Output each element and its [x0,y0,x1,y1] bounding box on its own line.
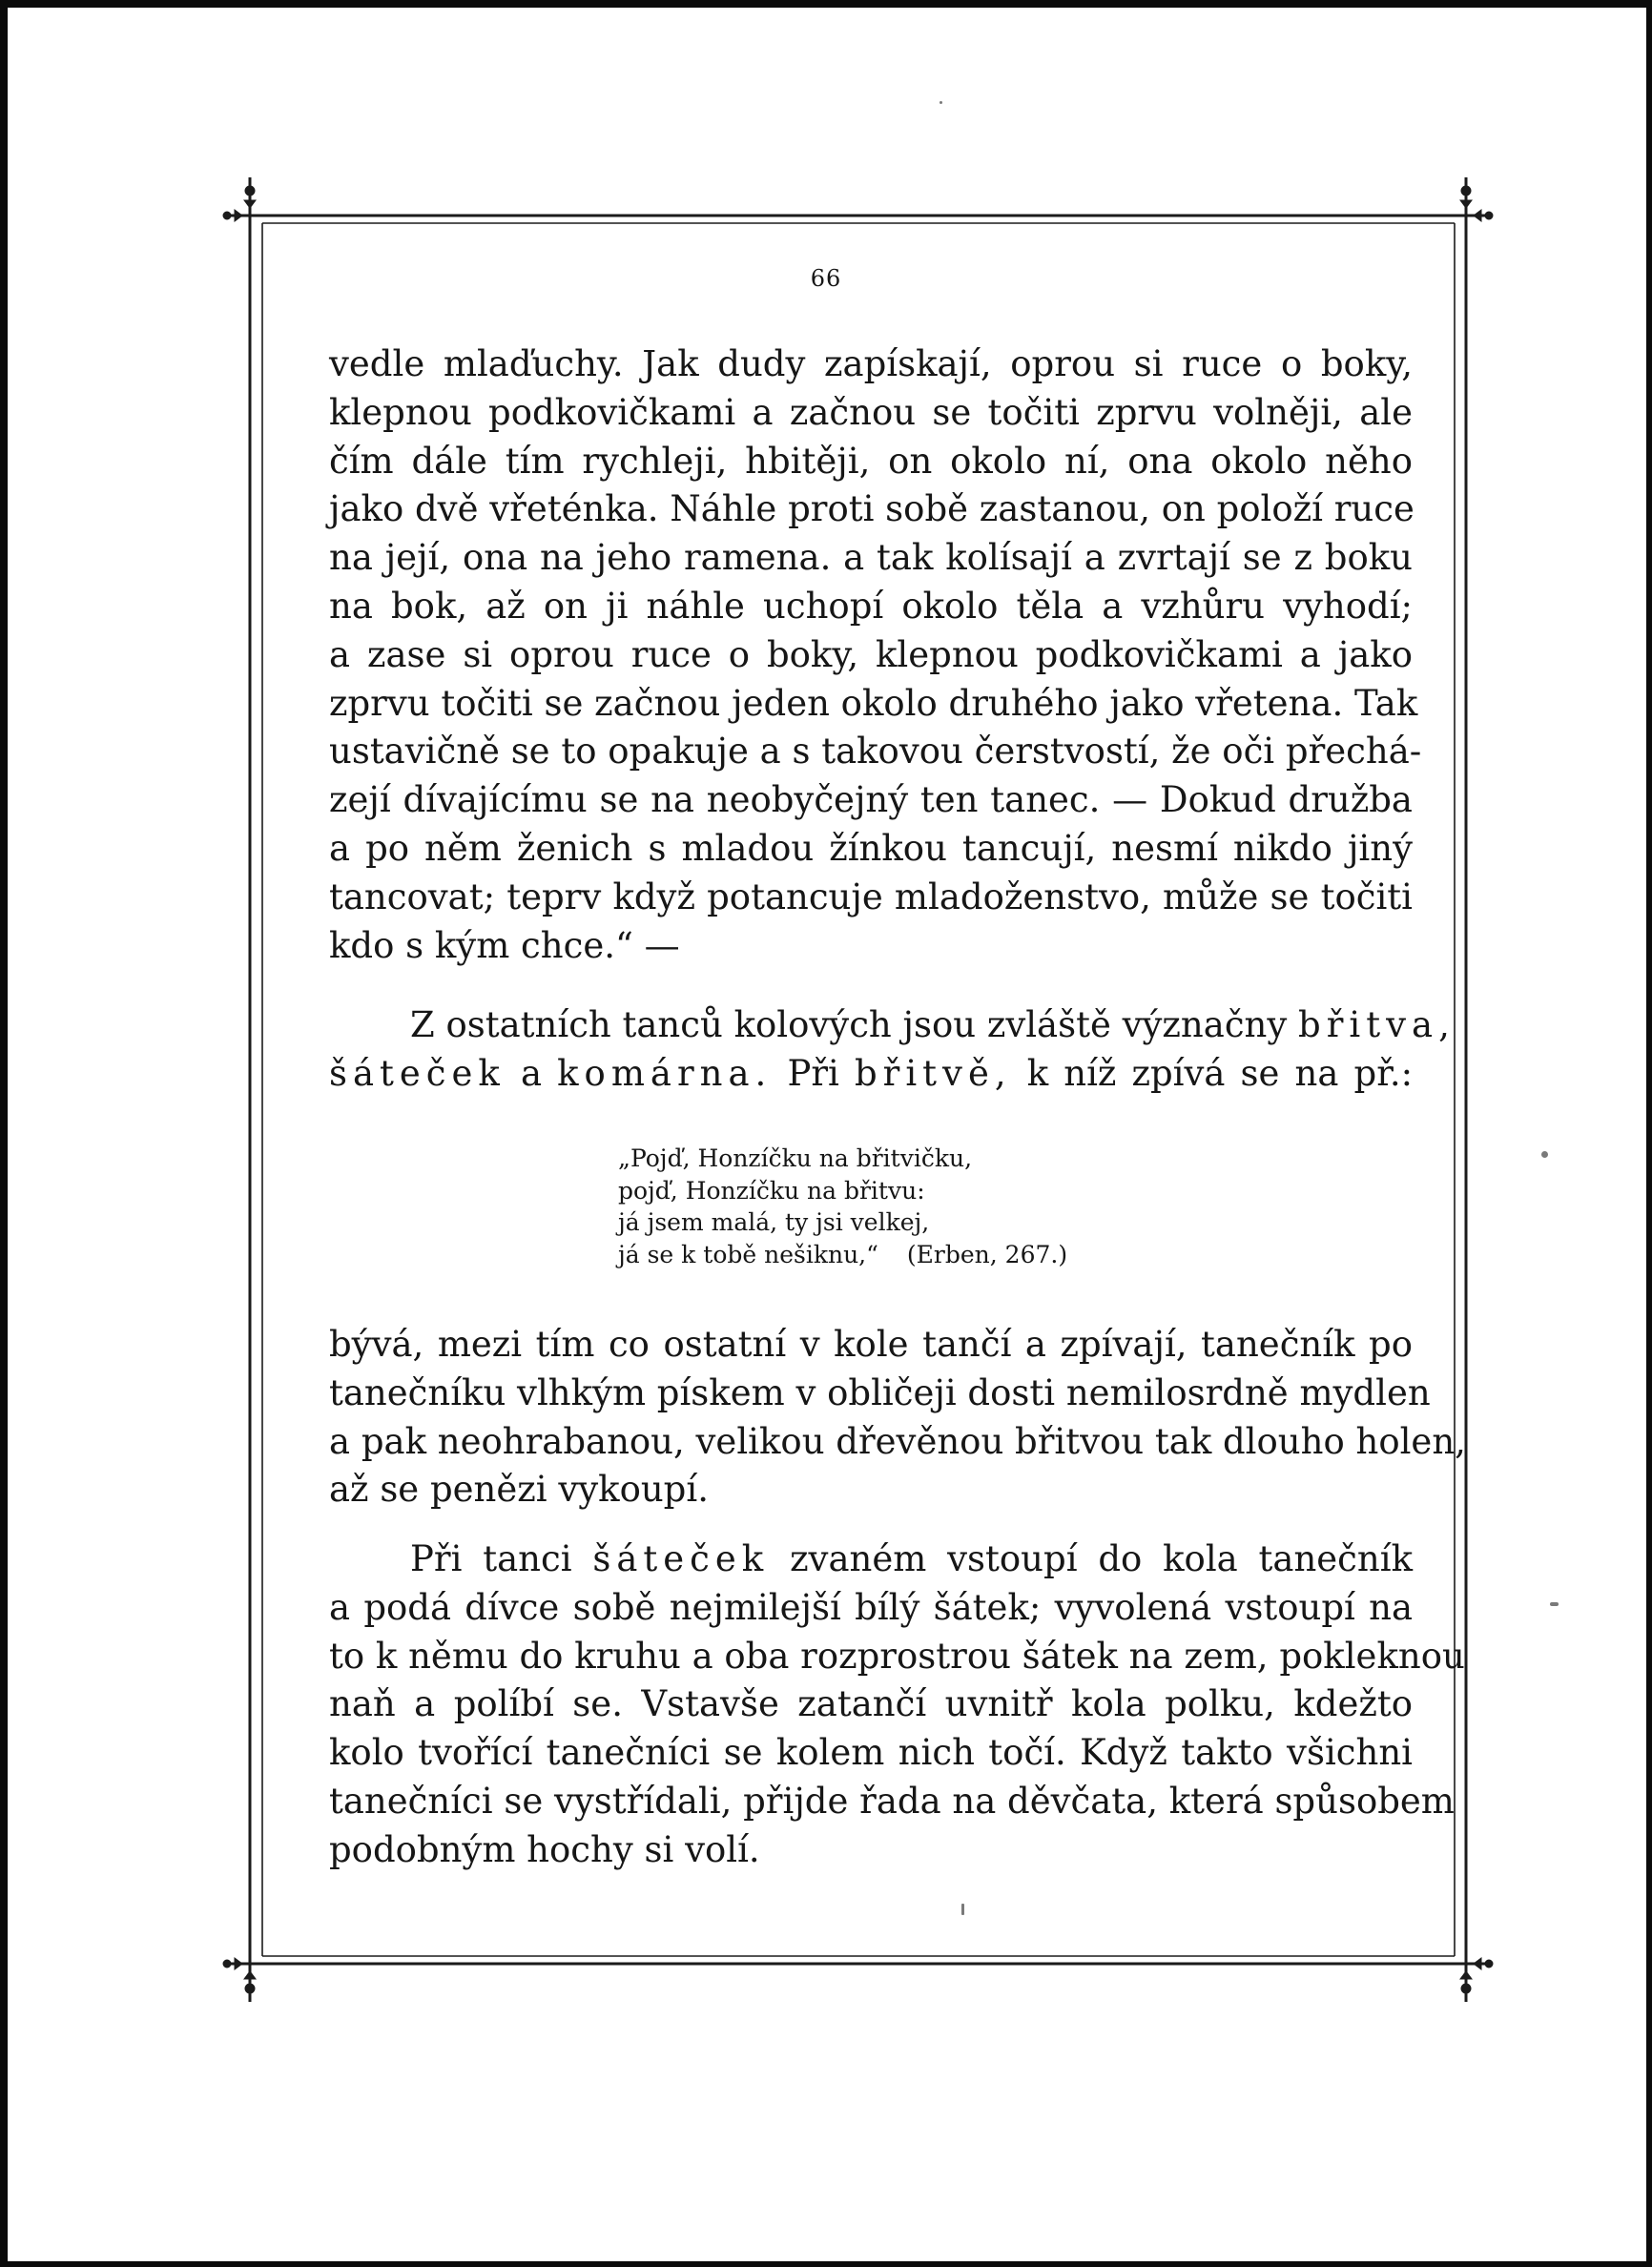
text-line: zejí dívajícímu se na neobyčejný ten tanec. — Dokud družba [329,779,1413,821]
text-run: zvaném vstoupí do kola tanečník [790,1538,1413,1579]
text-line [329,1050,1413,1099]
text-run: k níž zpívá se na př.: [1026,1052,1414,1094]
corner-ornament-top-left [223,177,259,225]
text-line: kdo s kým chce.“ — [329,924,680,966]
text-line [329,1535,1413,1584]
text-line: čím dále tím rychleji, hbitěji, on okolo ní, ona okolo něho [329,440,1413,482]
text-line: klepnou podkovičkami a začnou se točiti zprvu volněji, ale [329,391,1413,433]
paragraph-1 [329,340,1422,970]
text-line: zprvu točiti se začnou jeden okolo druhého jako vřetena. Tak [329,682,1418,724]
scan-speck [940,101,942,104]
text-line: podobným hochy si volí. [329,1828,760,1870]
text-line: a pak neohrabanou, velikou dřevěnou břitvou tak dlouho holen, [329,1420,1466,1462]
spaced-term-britva: břitva, [1298,1004,1456,1045]
verse-line-text: já se k tobě nešiknu,“ [618,1240,878,1268]
text-line: to k němu do kruhu a oba rozprostrou šátek na zem, pokleknou [329,1635,1465,1677]
text-run: Při tanci [410,1538,572,1579]
verse-line: „Pojď, Honzíčku na břitvičku, [618,1144,973,1172]
corner-ornament-top-right [1456,177,1493,225]
text-line: tancovat; teprv když potancuje mladoženstvo, může se točiti [329,876,1413,917]
scan-speck [1541,1151,1548,1158]
verse-line: já jsem malá, ty jsi velkej, [618,1208,930,1236]
verse-citation: (Erben, 267.) [906,1240,1068,1268]
page-number: 66 [810,265,842,292]
text-line: kolo tvořící tanečníci se kolem nich točí. Když takto všichni [329,1732,1413,1774]
scan-speck [961,1904,964,1915]
text-line: a zase si oprou ruce o boky, klepnou podkovičkami a jako [329,633,1413,675]
corner-ornament-bottom-left [223,1954,259,2002]
text-line: tanečníci se vystřídali, přijde řada na děvčata, která spůsobem [329,1780,1455,1822]
spaced-term-komarna: komárna. [557,1052,773,1094]
spaced-term-britve: břitvě, [854,1052,1012,1094]
text-line: na její, ona na jeho ramena. a tak kolísají a zvrtají se z boku [329,537,1413,579]
text-run: Při [787,1052,839,1094]
text-line: ustavičně se to opakuje a s takovou čerstvostí, že oči přechá- [329,731,1422,773]
text-run: Z ostatních tanců kolových jsou zvláště význačny [410,1004,1288,1045]
verse-line: pojď, Honzíčku na břitvu: [618,1176,925,1205]
text-run: a [520,1052,543,1094]
text-line: a podá dívce sobě nejmilejší bílý šátek; vyvolená vstoupí na [329,1586,1413,1628]
spaced-term-satecek: šáteček [329,1052,506,1094]
text-line: až se penězi vykoupí. [329,1469,709,1511]
text-line: na bok, až on ji náhle uchopí okolo těla a vzhůru vyhodí; [329,585,1413,627]
text-line: tanečníku vlhkým pískem v obličeji dosti nemilosrdně mydlen [329,1371,1431,1413]
verse-line [618,1239,1067,1271]
verse-quotation [618,1143,1067,1270]
text-line: jako dvě vřeténka. Náhle proti sobě zastanou, on položí ruce [329,488,1415,530]
text-line: bývá, mezi tím co ostatní v kole tančí a zpívají, tanečník po [329,1324,1413,1365]
text-line: a po něm ženich s mladou žínkou tancují, nesmí nikdo jiný [329,827,1413,869]
text-line: naň a políbí se. Vstavše zatančí uvnitř kola polku, kdežto [329,1683,1413,1725]
paragraph-3 [329,1321,1466,1515]
text-line [329,1001,1456,1050]
scan-speck [1550,1602,1559,1606]
paragraph-4 [329,1535,1465,1875]
spaced-term-satecek: šáteček [592,1538,770,1579]
corner-ornament-bottom-right [1456,1954,1493,2002]
paragraph-2 [329,1001,1456,1099]
text-line: vedle mlaďuchy. Jak dudy zapískají, oprou si ruce o boky, [329,343,1413,384]
